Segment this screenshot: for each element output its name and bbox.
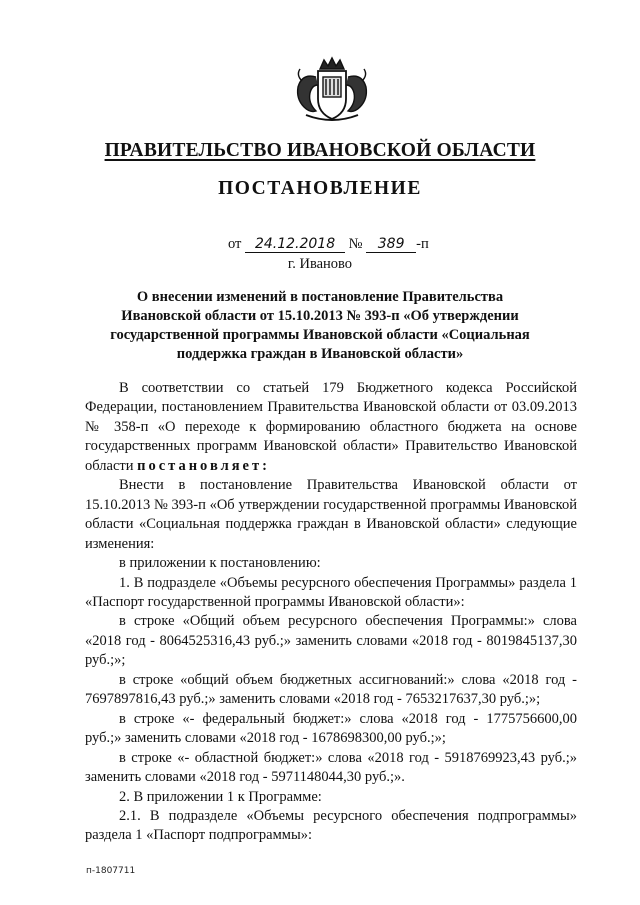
- document-subject: О внесении изменений в постановление Правительства Ивановской области от 15.10.2013 № 393-п «Об утверждении государственной программы Ивановской области «Социальная поддержка граждан в Ивановской области»: [110, 289, 530, 362]
- paragraph-item-2-1: 2.1. В подразделе «Объемы ресурсного обеспечения подпрограммы» раздела 1 «Паспорт подпрограммы»:: [85, 807, 577, 844]
- paragraph-preamble: В соответствии со статьей 179 Бюджетного кодекса Российской Федерации, постановлением Правительства Ивановской области от 03.09.2013 № 358-п «О переходе к формированию областного бюджета на основе государственных программ Ивановской области» Правительство Ивановской области постановляет:: [85, 380, 577, 474]
- paragraph-amend: Внести в постановление Правительства Ивановской области от 15.10.2013 № 393-п «Об утверждении государственной программы Ивановской области «Социальная поддержка граждан в Ивановской области» следующие изменения:: [85, 477, 577, 552]
- resolves-word: постановляет:: [137, 457, 270, 474]
- number-suffix: -п: [416, 236, 429, 252]
- paragraph-total-volume: в строке «Общий объем ресурсного обеспечения Программы:» слова «2018 год - 8064525316,43 руб.;» заменить словами «2018 год - 8019845137,30 руб.;»;: [85, 613, 577, 669]
- coat-of-arms-icon: [290, 55, 374, 127]
- city: г. Иваново: [287, 256, 353, 272]
- document-number: 389: [366, 237, 416, 253]
- paragraph-budget-allocations: в строке «общий объем бюджетных ассигнований:» слова «2018 год - 7697897816,43 руб.;» заменить словами «2018 год - 7653217637,30 руб.;»;: [85, 671, 577, 708]
- paragraph-regional-budget: в строке «- областной бюджет:» слова «2018 год - 5918769923,43 руб.;» заменить словами «2018 год - 5971148044,30 руб.;».: [85, 749, 577, 786]
- from-label: от: [228, 236, 242, 252]
- document-date: 24.12.2018: [245, 237, 345, 253]
- document-type-title: ПОСТАНОВЛЕНИЕ: [218, 178, 422, 199]
- paragraph-annex: в приложении к постановлению:: [119, 555, 321, 572]
- paragraph-item-2: 2. В приложении 1 к Программе:: [119, 788, 322, 805]
- document-code: п-1807711: [86, 866, 136, 876]
- document-number-line: [228, 236, 429, 253]
- document-body: [85, 379, 577, 846]
- paragraph-federal-budget: в строке «- федеральный бюджет:» слова «2018 год - 1775756600,00 руб.;» заменить словами «2018 год - 1678698300,00 руб.;»;: [85, 710, 577, 747]
- organization-title: ПРАВИТЕЛЬСТВО ИВАНОВСКОЙ ОБЛАСТИ: [104, 140, 536, 161]
- number-label: №: [348, 236, 363, 252]
- paragraph-item-1: 1. В подразделе «Объемы ресурсного обеспечения Программы» раздела 1 «Паспорт государственной программы Ивановской области»:: [85, 574, 577, 610]
